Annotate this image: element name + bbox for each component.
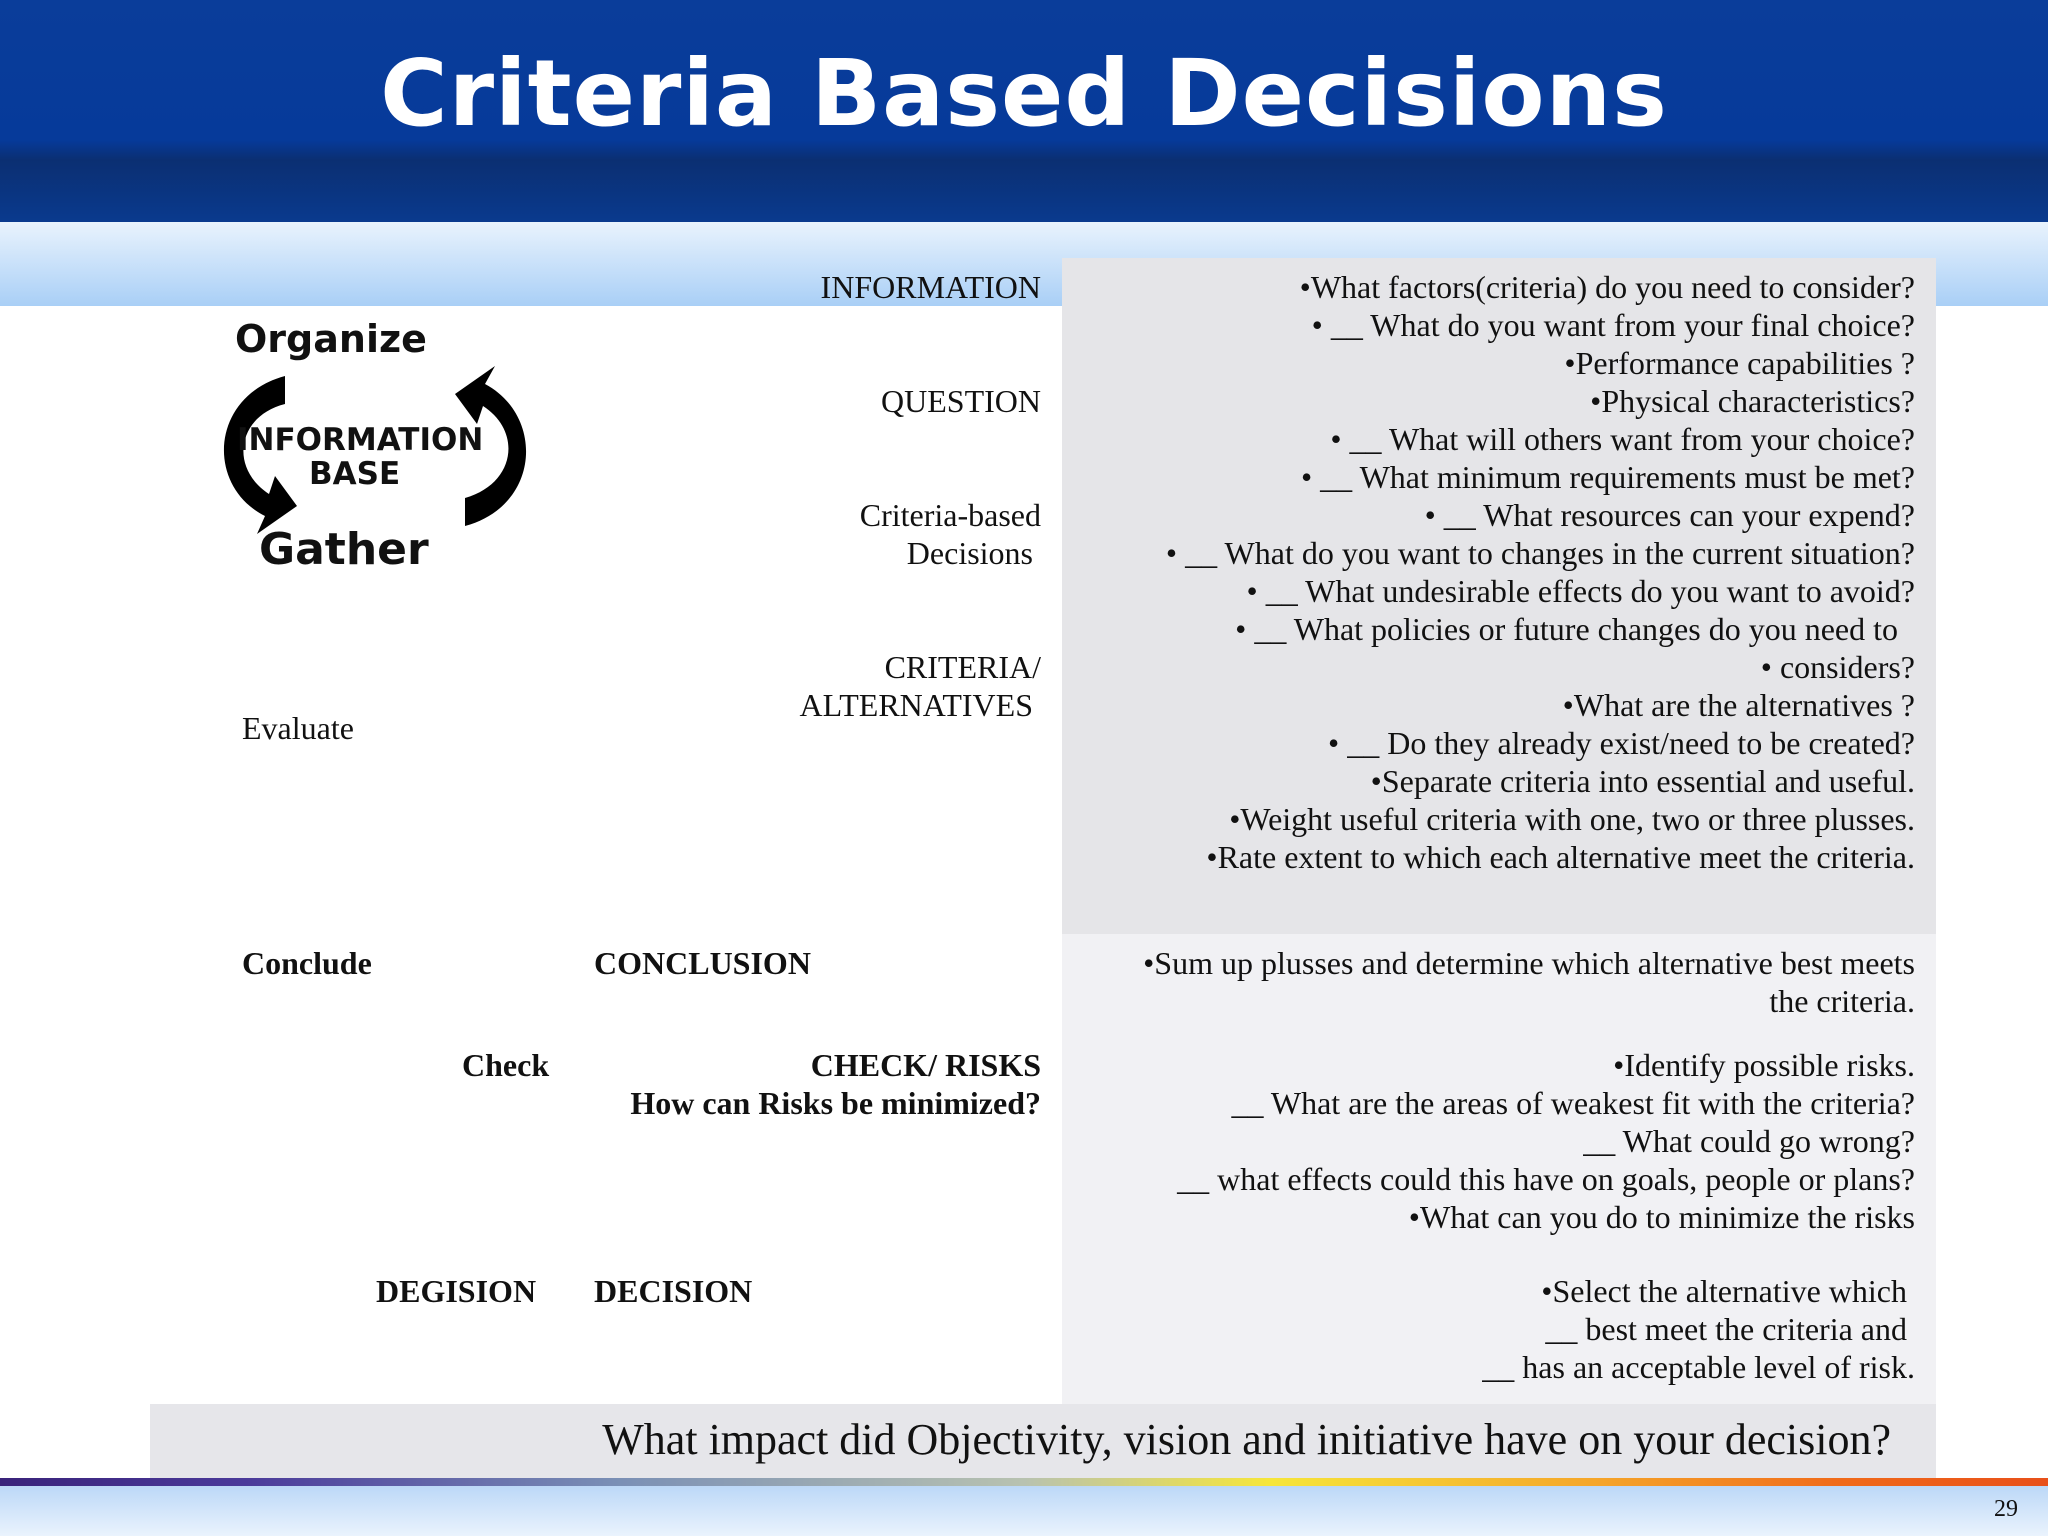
risk-line: __ What could go wrong? — [1583, 1123, 1915, 1159]
info-line: •Performance capabilities ? — [1564, 345, 1915, 381]
decision-line: •Select the alternative which — [1541, 1273, 1907, 1309]
decision-line: __ has an acceptable level of risk. — [1482, 1349, 1915, 1385]
footer-band — [0, 1486, 2048, 1536]
conclusion-line: •Sum up plusses and determine which alternative best meets — [1143, 945, 1915, 981]
gather-label: Gather — [259, 524, 429, 575]
criteria-based-heading-2: Decisions — [906, 535, 1033, 571]
info-line: • __ What resources can your expend? — [1424, 497, 1915, 533]
info-line: •What factors(criteria) do you need to consider? — [1299, 269, 1915, 305]
evaluate-label: Evaluate — [242, 710, 354, 746]
information-heading: INFORMATION — [820, 269, 1041, 305]
footer-color-stripe — [0, 1478, 2048, 1486]
information-cycle-diagram — [205, 316, 545, 578]
decision-line: __ best meet the criteria and — [1545, 1311, 1907, 1347]
info-line: • __ Do they already exist/need to be created? — [1328, 725, 1915, 761]
title-bar — [0, 0, 2048, 222]
info-line: • __ What will others want from your choice? — [1330, 421, 1915, 457]
risk-line: __ what effects could this have on goals, people or plans? — [1177, 1161, 1915, 1197]
info-line: •What are the alternatives ? — [1562, 687, 1915, 723]
bottom-question: What impact did Objectivity, vision and initiative have on your decision? — [602, 1415, 1891, 1464]
risk-line: •Identify possible risks. — [1613, 1047, 1915, 1083]
info-line: •Separate criteria into essential and useful. — [1370, 763, 1915, 799]
page-title: Criteria Based Decisions — [380, 40, 1668, 147]
risk-line: •What can you do to minimize the risks — [1408, 1199, 1915, 1235]
question-heading: QUESTION — [881, 383, 1041, 419]
info-line: • __ What do you want from your final choice? — [1311, 307, 1915, 343]
info-line: • considers? — [1760, 649, 1915, 685]
degision-label: DEGISION — [376, 1273, 537, 1309]
criteria-alternatives-heading-1: CRITERIA/ — [884, 649, 1041, 685]
check-risks-heading: CHECK/ RISKS — [810, 1047, 1041, 1083]
info-line: • __ What undesirable effects do you want to avoid? — [1246, 573, 1915, 609]
check-label: Check — [462, 1047, 550, 1083]
risk-line: __ What are the areas of weakest fit with the criteria? — [1231, 1085, 1915, 1121]
info-line: •Physical characteristics? — [1590, 383, 1915, 419]
info-line: •Weight useful criteria with one, two or three plusses. — [1229, 801, 1915, 837]
info-line: •Rate extent to which each alternative meet the criteria. — [1206, 839, 1915, 875]
base-label: BASE — [309, 456, 401, 492]
criteria-based-heading-1: Criteria-based — [859, 497, 1041, 533]
conclusion-line: the criteria. — [1769, 983, 1915, 1019]
criteria-alternatives-heading-2: ALTERNATIVES — [799, 687, 1033, 723]
info-line: • __ What do you want to changes in the current situation? — [1165, 535, 1915, 571]
info-line: • __ What policies or future changes do you need to — [1235, 611, 1898, 647]
conclusion-heading: CONCLUSION — [594, 945, 811, 981]
conclude-label: Conclude — [242, 945, 372, 981]
risks-minimized-heading: How can Risks be minimized? — [630, 1085, 1041, 1121]
page-number: 29 — [1994, 1496, 2018, 1522]
info-line: • __ What minimum requirements must be met? — [1300, 459, 1915, 495]
decision-heading: DECISION — [594, 1273, 753, 1309]
organize-label: Organize — [235, 317, 427, 361]
information-label: INFORMATION — [237, 422, 484, 458]
